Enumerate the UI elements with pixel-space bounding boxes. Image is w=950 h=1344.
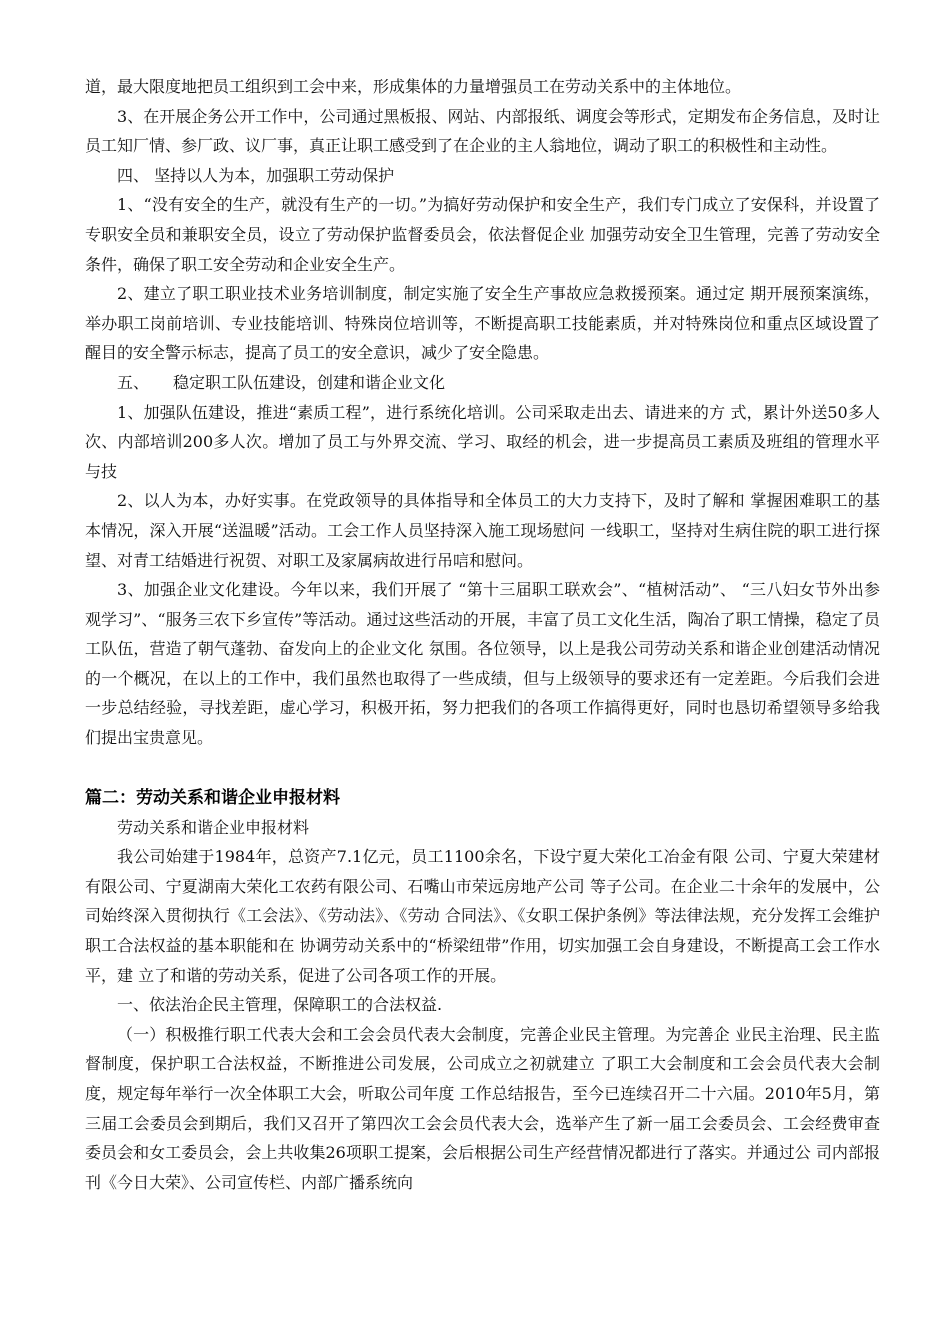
paragraph-training-2: 2、建立了职工职业技术业务培训制度，制定实施了安全生产事故应急救援预案。通过定 期开展预案演练，举办职工岗前培训、专业技能培训、特殊岗位培训等，不断提高职工技能素质，并对特殊岗位和重点区域设置了醒目的安全警示标志，提高了员工的安全意识，减少了安全隐患。 xyxy=(85,284,880,363)
part-two-heading: 篇二：劳动关系和谐企业申报材料 xyxy=(85,787,340,808)
paragraph-culture-3: 3、加强企业文化建设。今年以来，我们开展了 “第十三届职工联欢会”、“植树活动”、 “三八妇女节外出参观学习”、“服务三农下乡宣传”等活动。通过这些活动的开展，丰富了员工文化生活，陶冶了职工情操，稳定了员工队伍，营造了朝气蓬勃、奋发向上的企业文化 氛围。各位领导，以上是我公司劳动关系和谐企业创建活动情况的一个概况，在以上的工作中，我们虽然也取得了一些成绩，但与上级领导的要求还有一定差距。今后我们会进一步总结经验，寻找差距，虚心学习，积极开拓，努力把我们的各项工作搞得更好，同时也恳切希望领导多给我们提出宝贵意见。 xyxy=(85,580,880,748)
paragraph-company-intro: 我公司始建于1984年，总资产7.1亿元，员工1100余名，下设宁夏大荣化工冶金有限 公司、宁夏大荣建材有限公司、宁夏湖南大荣化工农药有限公司、石嘴山市荣远房地产公司 等子公司。在企业二十余年的发展中，公司始终深入贯彻执行《工会法》、《劳动法》、《劳动 合同法》、《女职工保护条例》等法律法规，充分发挥工会维护职工合法权益的基本职能和在 协调劳动关系中的“桥梁纽带”作用，切实加强工会自身建设，不断提高工会工作水平，建 立了和谐的劳动关系，促进了公司各项工作的开展。 xyxy=(85,847,880,985)
section-gap xyxy=(85,753,880,783)
paragraph-safety-1: 1、“没有安全的生产，就没有生产的一切。”为搞好劳动保护和安全生产，我们专门成立了安保科，并设置了专职安全员和兼职安全员，设立了劳动保护监督委员会，依法督促企业 加强劳动安全卫生管理，完善了劳动安全条件，确保了职工安全劳动和企业安全生产。 xyxy=(85,195,880,274)
section-heading-four: 四、 坚持以人为本，加强职工劳动保护 xyxy=(117,165,395,185)
paragraph-item-3: 3、在开展企务公开工作中，公司通过黑板报、网站、内部报纸、调度会等形式，定期发布企务信息，及时让员工知厂情、参厂政、议厂事，真正让职工感受到了在企业的主人翁地位，调动了职工的积极性和主动性。 xyxy=(85,106,880,156)
section-heading-five: 五、 稳定职工队伍建设，创建和谐企业文化 xyxy=(117,372,446,392)
paragraph-continuation: 道，最大限度地把员工组织到工会中来，形成集体的力量增强员工在劳动关系中的主体地位。 xyxy=(85,77,742,96)
paragraph-team-building-1: 1、加强队伍建设，推进“素质工程”，进行系统化培训。公司采取走出去、请进来的方 式，累计外送50多人次、内部培训200多人次。增加了员工与外界交流、学习、取经的机会，进一步提高员工素质及班组的管理水平与技 xyxy=(85,402,880,481)
section-heading-one: 一、依法治企民主管理，保障职工的合法权益. xyxy=(117,995,443,1015)
paragraph-congress-system: （一）积极推行职工代表大会和工会会员代表大会制度，完善企业民主管理。为完善企 业民主治理、民主监督制度，保护职工合法权益，不断推进公司发展，公司成立之初就建立 了职工大会制度和工会会员代表大会制度，规定每年举行一次全体职工大会，听取公司年度 工作总结报告，至今已连续召开二十六届。2010年5月，第三届工会委员会到期后，我们又召开了第四次工会会员代表大会，选举产生了新一届工会委员会、工会经费审查委员会和女工委员会，会上共收集26项职工提案，会后根据公司生产经营情况都进行了落实。并通过公 司内部报刊《今日大荣》、公司宣传栏、内部广播系统向 xyxy=(85,1024,880,1192)
part-two-subtitle: 劳动关系和谐企业申报材料 xyxy=(117,817,310,837)
document-page xyxy=(85,72,880,1197)
paragraph-practical-2: 2、以人为本，办好实事。在党政领导的具体指导和全体员工的大力支持下，及时了解和 掌握困难职工的基本情况，深入开展“送温暖”活动。工会工作人员坚持深入施工现场慰问 一线职工，坚持对生病住院的职工进行探望、对青工结婚进行祝贺、对职工及家属病故进行吊唁和慰问。 xyxy=(85,491,880,570)
